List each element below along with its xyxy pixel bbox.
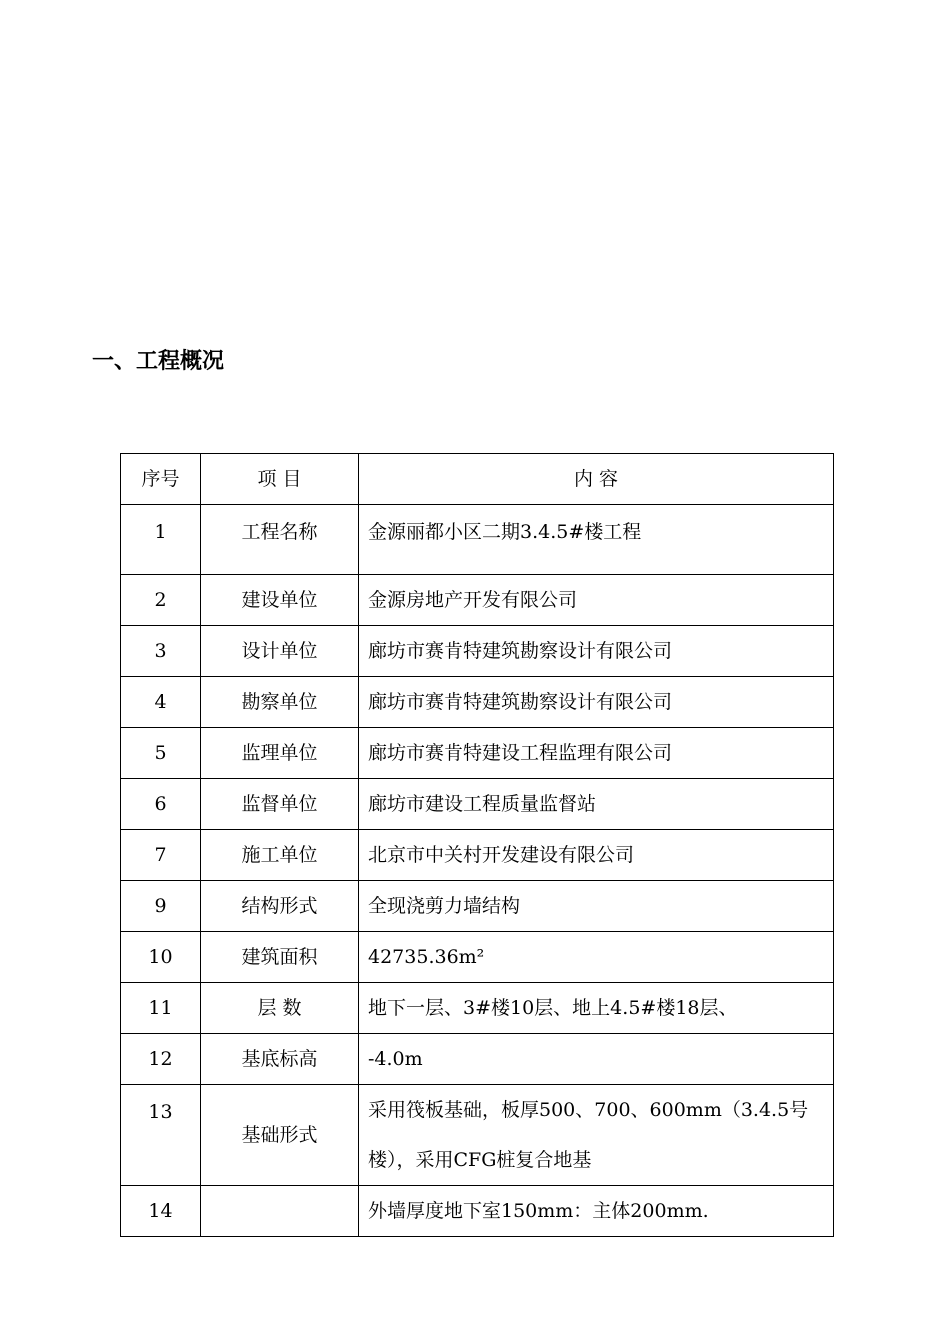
row-item: 勘察单位 <box>201 677 359 728</box>
row-item: 建筑面积 <box>201 932 359 983</box>
row-content: 采用筏板基础，板厚500、700、600mm（3.4.5号楼），采用CFG桩复合地基 <box>359 1085 834 1186</box>
header-no: 序号 <box>121 454 201 505</box>
table-row <box>121 983 834 1034</box>
table-row <box>121 677 834 728</box>
row-content: 金源丽都小区二期3.4.5#楼工程 <box>359 505 834 575</box>
row-content: 地下一层、3#楼10层、地上4.5#楼18层、 <box>359 983 834 1034</box>
row-item: 设计单位 <box>201 626 359 677</box>
table-row <box>121 575 834 626</box>
header-content: 内 容 <box>359 454 834 505</box>
row-content: 廊坊市赛肯特建筑勘察设计有限公司 <box>359 677 834 728</box>
table-row <box>121 626 834 677</box>
row-content: 廊坊市赛肯特建设工程监理有限公司 <box>359 728 834 779</box>
table-row <box>121 1034 834 1085</box>
row-content: 全现浇剪力墙结构 <box>359 881 834 932</box>
row-no: 2 <box>121 575 201 626</box>
table-row <box>121 830 834 881</box>
row-no: 5 <box>121 728 201 779</box>
table-row <box>121 932 834 983</box>
table-header-row <box>121 454 834 505</box>
row-no: 4 <box>121 677 201 728</box>
row-no: 9 <box>121 881 201 932</box>
table-row <box>121 881 834 932</box>
row-item: 监督单位 <box>201 779 359 830</box>
row-no: 11 <box>121 983 201 1034</box>
row-item: 层 数 <box>201 983 359 1034</box>
row-no: 1 <box>121 505 201 575</box>
row-item: 基础形式 <box>201 1085 359 1186</box>
row-item: 施工单位 <box>201 830 359 881</box>
row-content: 北京市中关村开发建设有限公司 <box>359 830 834 881</box>
table-row <box>121 505 834 575</box>
row-no: 10 <box>121 932 201 983</box>
table-row <box>121 728 834 779</box>
row-content: -4.0m <box>359 1034 834 1085</box>
row-content: 外墙厚度地下室150mm：主体200mm. <box>359 1186 834 1237</box>
row-no: 7 <box>121 830 201 881</box>
row-item: 基底标高 <box>201 1034 359 1085</box>
row-no: 13 <box>121 1085 201 1186</box>
section-title: 一、工程概况 <box>92 349 225 374</box>
header-item: 项 目 <box>201 454 359 505</box>
table-row <box>121 779 834 830</box>
row-item: 工程名称 <box>201 505 359 575</box>
table-row <box>121 1085 834 1186</box>
row-item: 监理单位 <box>201 728 359 779</box>
row-content: 廊坊市赛肯特建筑勘察设计有限公司 <box>359 626 834 677</box>
row-no: 12 <box>121 1034 201 1085</box>
row-item: 结构形式 <box>201 881 359 932</box>
row-no: 14 <box>121 1186 201 1237</box>
row-content: 廊坊市建设工程质量监督站 <box>359 779 834 830</box>
row-content: 42735.36m² <box>359 932 834 983</box>
row-item: 建设单位 <box>201 575 359 626</box>
project-overview-table <box>120 453 834 1237</box>
row-no: 6 <box>121 779 201 830</box>
row-content: 金源房地产开发有限公司 <box>359 575 834 626</box>
table-row <box>121 1186 834 1237</box>
row-no: 3 <box>121 626 201 677</box>
row-item <box>201 1186 359 1237</box>
